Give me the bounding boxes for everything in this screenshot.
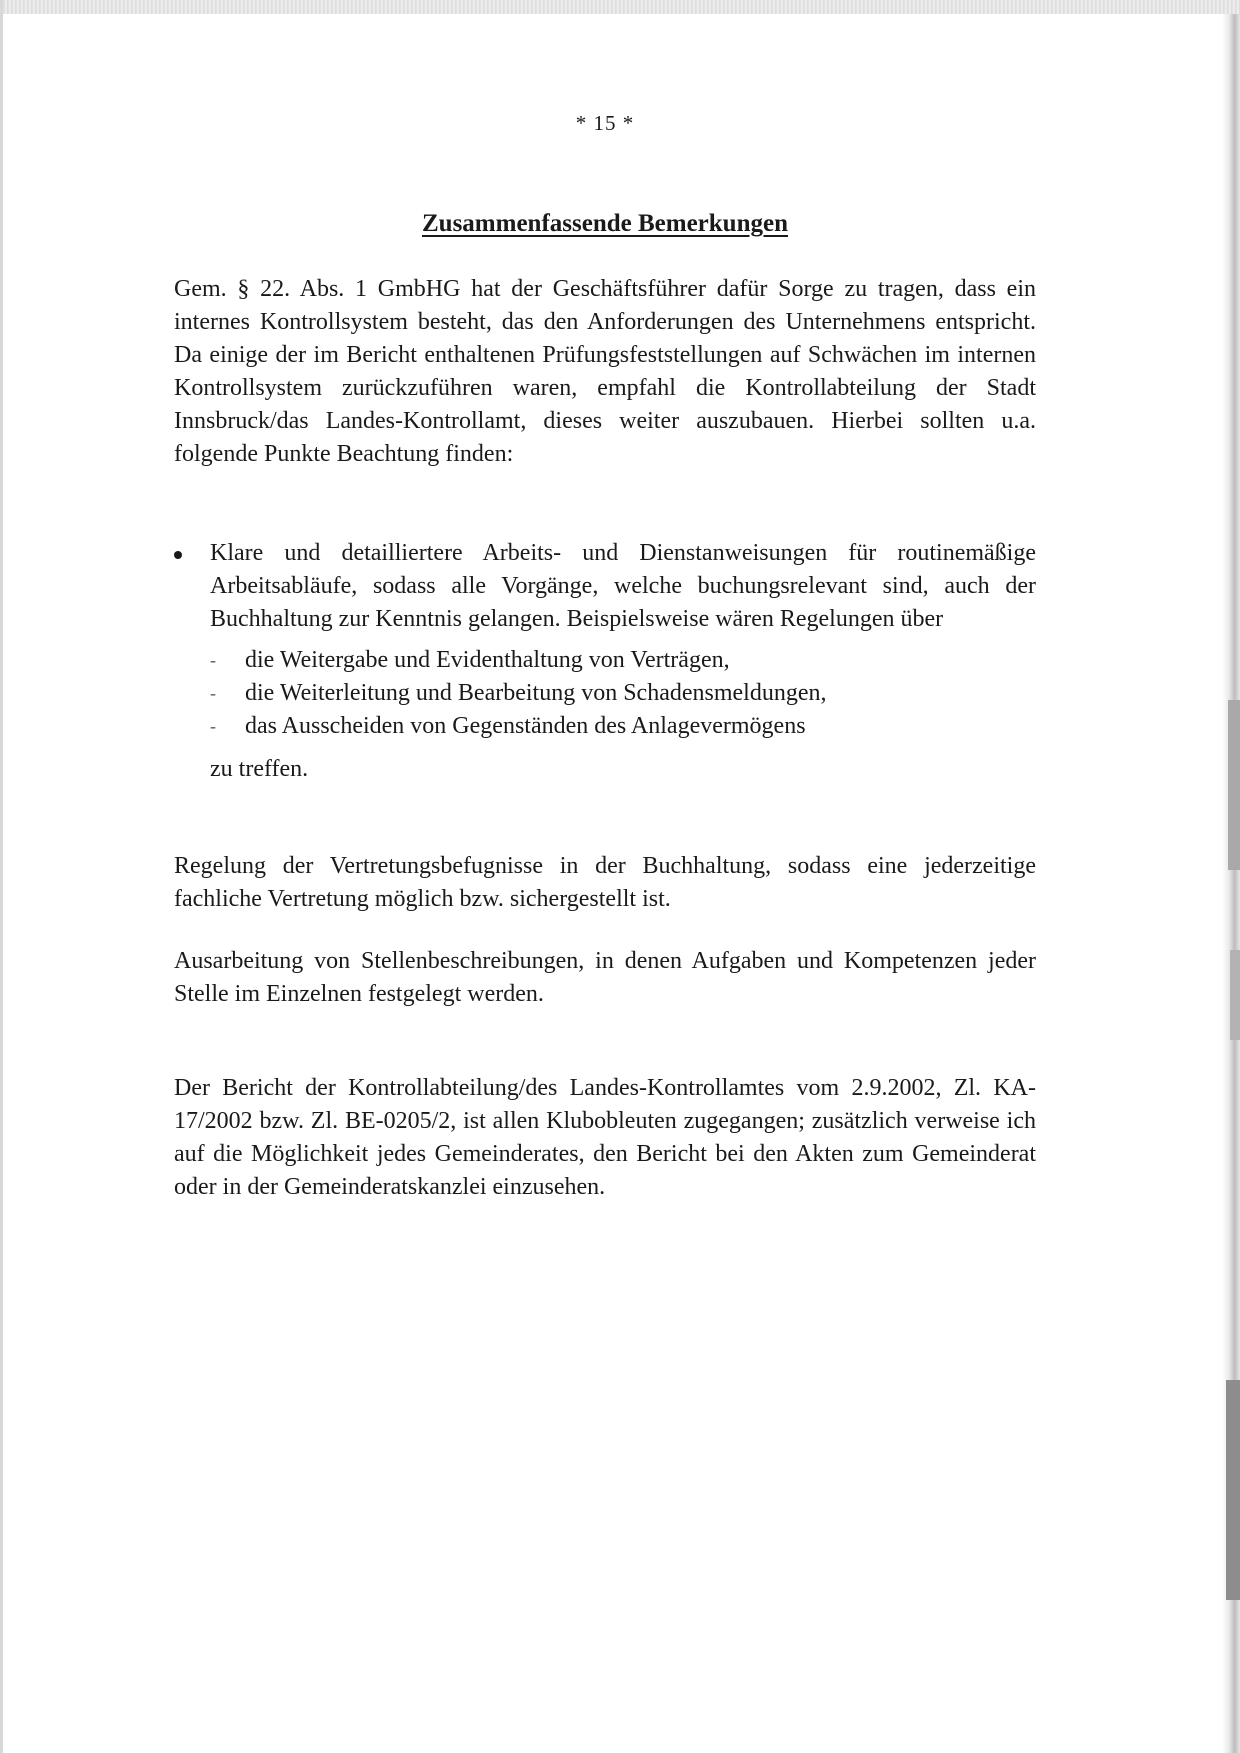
- page-title: Zusammenfassende Bemerkungen: [422, 210, 788, 237]
- page-number: * 15 *: [575, 111, 635, 135]
- dash-marker: -: [210, 683, 216, 703]
- sub-list: [174, 644, 1036, 743]
- closing-paragraph: Der Bericht der Kontrollabteilung/des Landes-Kontrollamtes vom 2.9.2002, Zl. KA-17/2002 bzw. Zl. BE-0205/2, ist allen Klubobleuten zugegangen; zusätzlich verweise ich auf die Möglichkeit jedes Gemeinderates, den Bericht bei den Akten zum Gemeinderat oder in der Gemeinderatskanzlei einzusehen.: [174, 1075, 1036, 1200]
- dash-marker: -: [210, 716, 216, 736]
- scan-shadow: [1226, 1380, 1240, 1600]
- list-item: [174, 644, 1036, 677]
- list-item-text: die Weiterleitung und Bearbeitung von Schadensmeldungen,: [245, 680, 827, 706]
- intro-paragraph: Gem. § 22. Abs. 1 GmbHG hat der Geschäftsführer dafür Sorge zu tragen, dass ein internes Kontrollsystem besteht, das den Anforderungen des Unternehmens entspricht. Da einige der im Bericht enthaltenen Prüfungsfeststellungen auf Schwächen im internen Kontrollsystem zurückzuführen waren, empfahl die Kontrollabteilung der Stadt Innsbruck/das Landes-Kontrollamt, dieses weiter auszubauen. Hierbei sollten u.a. folgende Punkte Beachtung finden:: [174, 276, 1036, 467]
- list-item-text: das Ausscheiden von Gegenständen des Anlagevermögens: [245, 713, 806, 739]
- scan-edge-left: [0, 0, 3, 1753]
- paragraph-job-descriptions: Ausarbeitung von Stellenbeschreibungen, in denen Aufgaben und Kompetenzen jeder Stelle im Einzelnen festgelegt werden.: [174, 948, 1036, 1007]
- bullet-text: Klare und detailliertere Arbeits- und Dienstanweisungen für routinemäßige Arbeitsabläufe, sodass alle Vorgänge, welche buchungsrelevant sind, auch der Buchhaltung zur Kenntnis gelangen. Beispielsweise wären Regelungen über: [210, 540, 1036, 632]
- paragraph-representation: Regelung der Vertretungsbefugnisse in der Buchhaltung, sodass eine jederzeitige fachliche Vertretung möglich bzw. sichergestellt ist.: [174, 853, 1036, 912]
- bullet-closing: zu treffen.: [210, 756, 309, 782]
- list-item: [174, 677, 1036, 710]
- dash-marker: -: [210, 650, 216, 670]
- scan-edge-top: [0, 0, 1240, 14]
- scan-shadow: [1228, 700, 1240, 870]
- list-item: [174, 710, 1036, 743]
- list-item-text: die Weitergabe und Evidenthaltung von Verträgen,: [245, 647, 730, 673]
- scan-shadow: [1230, 950, 1240, 1040]
- bullet-item: [174, 537, 1036, 786]
- bullet-dot-icon: [174, 551, 182, 559]
